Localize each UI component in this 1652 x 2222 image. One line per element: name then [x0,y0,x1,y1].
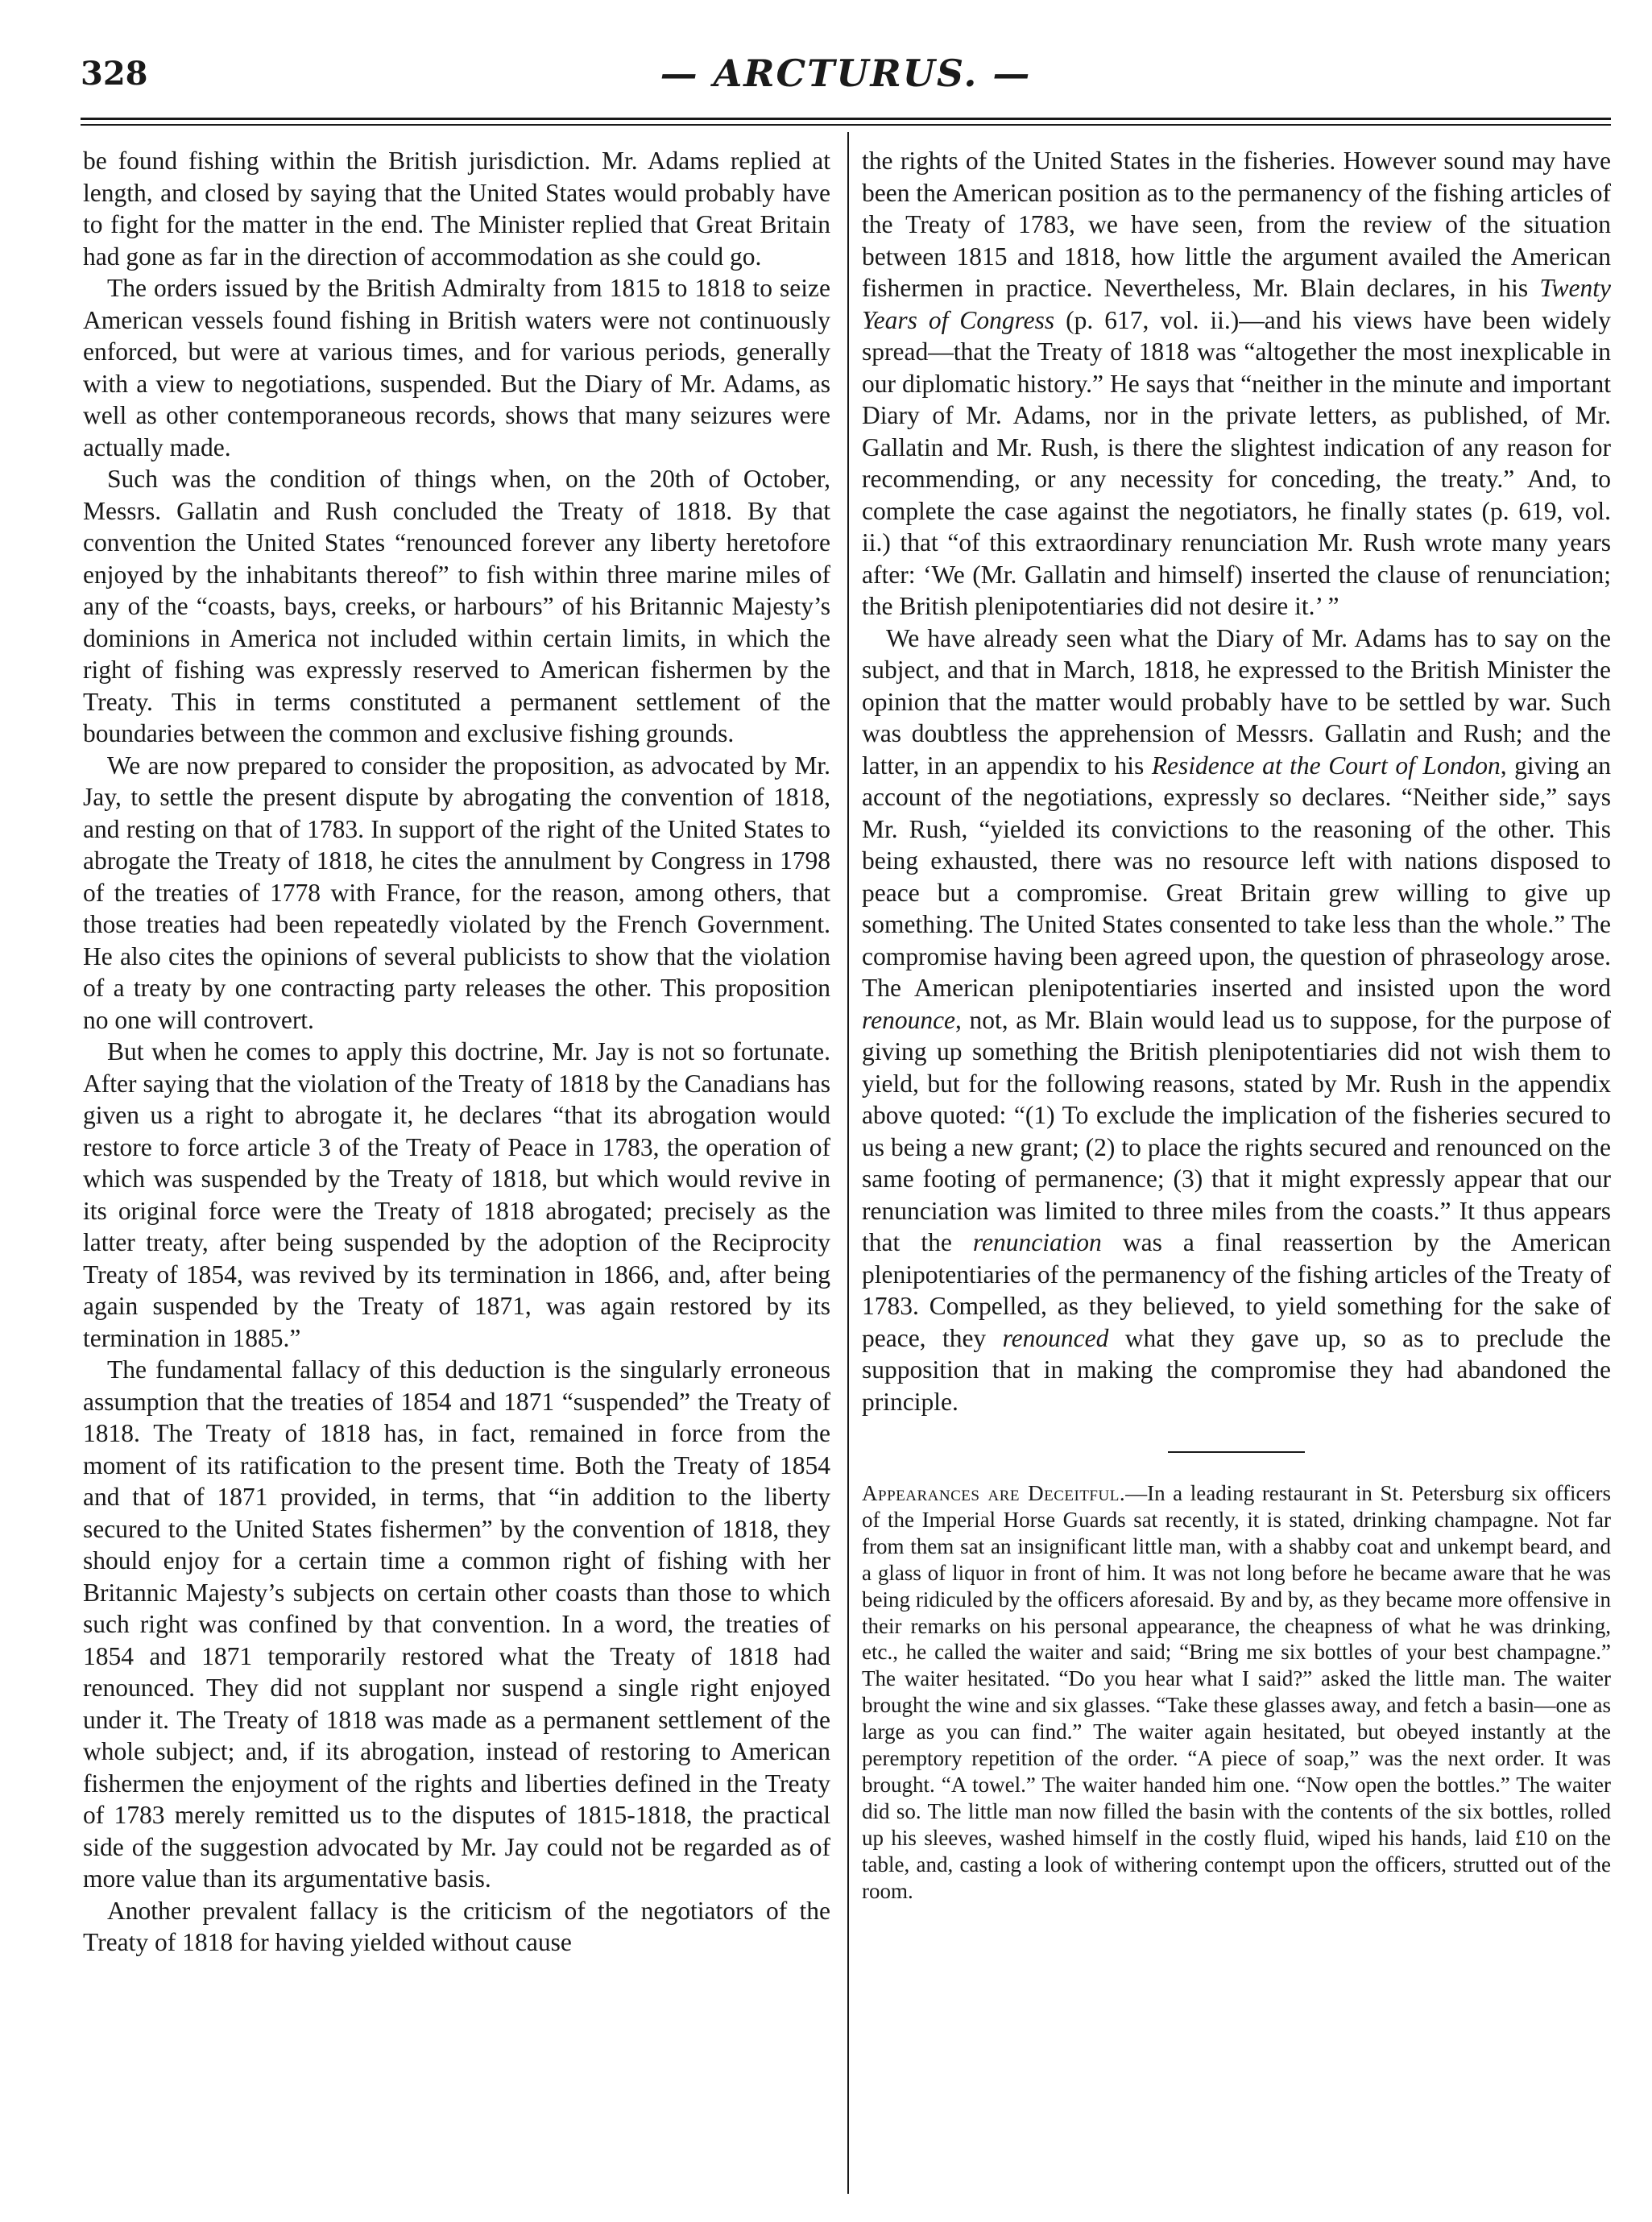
left-column [83,145,830,1959]
book-title: Twenty Years of Congress [862,274,1611,334]
book-title: Residence at the Court of London [1151,751,1501,780]
paragraph [862,623,1611,1418]
paragraph: The orders issued by the British Admiralty from 1815 to 1818 to seize American vessels found fishing in British waters were not continuously enforced, but were at various times, and for various periods, generally with a view to negotiations, suspended. But the Diary of Mr. Adams, as well as other contemporaneous records, shows that many seizures were actually made. [83,274,830,461]
paragraph: The fundamental fallacy of this deduction is the singularly erroneous assumption that the treaties of 1854 and 1871 “suspended” the Treaty of 1818. The Treaty of 1818 has, in fact, remained in force from the moment of its ratification to the present time. Both the Treaty of 1854 and that of 1871 provided, in terms, that “in addition to the liberty secured to the United States fishermen” by the convention of 1818, they should enjoy for a certain time a common right of fishing with her Britannic Majesty’s subjects on certain other coasts than those to which such right was confined by that convention. In a word, the treaties of 1854 and 1871 temporarily restored what the Treaty of 1818 had renounced. They did not supplant nor suspend a single right enjoyed under it. The Treaty of 1818 was made as a permanent settlement of the whole subject; and, if its abrogation, instead of restoring to American fishermen the enjoyment of the rights and liberties defined in the Treaty of 1783 merely remitted us to the disputes of 1815-1818, the practical side of the suggestion advocated by Mr. Jay could not be regarded as of more value than its argumentative basis. [83,1355,830,1893]
paragraph: be found fishing within the British jurisdiction. Mr. Adams replied at length, and closed by saying that the United States would probably have to fight for the matter in the end. The Minister replied that Great Britain had gone as far in the direction of accommodation as she could go. [83,147,830,271]
anecdote-body: —In a leading restaurant in St. Petersburg six officers of the Imperial Horse Guards sat recently, it is stated, drinking champagne. Not far from them sat an insignificant little man, with a shabby coat and unkempt beard, and a glass of liquor in front of him. It was not long before he became aware that he was being ridiculed by the officers aforesaid. By and by, as they became more offensive in their remarks on his personal appearance, the cheapness of what he was drinking, etc., he called the waiter and said; “Bring me six bottles of your best champagne.” The waiter hesitated. “Do you hear what I said?” asked the little man. The waiter brought the wine and six glasses. “Take these glasses away, and fetch a basin—one as large as you can find.” The waiter again hesitated, but obeyed instantly at the peremptory repetition of the order. “A piece of soap,” was the next order. It was brought. “A towel.” The waiter handed him one. “Now open the bottles.” The waiter did so. The little man now filled the basin with the contents of the six bottles, rolled up his sleeves, washed himself in the costly fluid, wiped his hands, laid £10 on the table, and, casting a look of withering contempt upon the officers, strutted out of the room. [862,1481,1611,1903]
text-run: (p. 617, vol. ii.)—and his views have been widely spread—that the Treaty of 1818 was “altogether the most inexplicable in our diplomatic history.” He says that “neither in the minute and important Diary of Mr. Adams, nor in the private letters, as published, of Mr. Gallatin and Mr. Rush, is there the slightest indication of any reason for recommending, or any necessity for conceding, the treaty.” And, to complete the case against the negotiators, he finally states (p. 619, vol. ii.) that “of this extraordinary renunciation Mr. Rush wrote many years after: ‘We (Mr. Gallatin and himself) inserted the clause of renunciation; the British plenipotentiaries did not desire it.’ ” [862,305,1612,620]
anecdote [862,1480,1611,1905]
paragraph: But when he comes to apply this doctrine, Mr. Jay is not so fortunate. After saying that the violation of the Treaty of 1818 by the Canadians has given us a right to abrogate it, he declares “that its abrogation would restore to force article 3 of the Treaty of Peace in 1783, the operation of which was suspended by the Treaty of 1818, but which would revive in its original force were the Treaty of 1818 abrogated; precisely as the latter treaty, after being suspended by the adoption of the Reciprocity Treaty of 1854, was revived by its termination in 1866, and, after being again suspended by the Treaty of 1871, was again restored by its termination in 1885.” [83,1037,830,1352]
paragraph: We are now prepared to consider the proposition, as advocated by Mr. Jay, to settle the present dispute by abrogating the convention of 1818, and resting on that of 1783. In support of the right of the United States to abrogate the Treaty of 1818, he cites the annulment by Congress in 1798 of the treaties of 1778 with France, for the reason, among others, that those treaties had been repeatedly violated by the French Government. He also cites the opinions of several publicists to show that the violation of a treaty by one contracting party releases the other. This proposition no one will controvert. [83,751,830,1034]
text-run: , not, as Mr. Blain would lead us to suppose, for the purpose of giving up something the British plenipotentiaries did not wish them to yield, but for the following reasons, stated by Mr. Rush in the appendix above quoted: “(1) To exclude the implication of the fisheries secured to us being a new grant; (2) to place the rights secured and renounced on the same footing of permanence; (3) that it might expressly appear that our renunciation was limited to three miles from the coasts.” It thus appears that the [862,1005,1611,1256]
text-run: was a final reassertion by the American plenipotentiaries of the permanency of the fishing articles of the Treaty of 1783. Compelled, as they believed, to yield something for the sake of peace, they [862,1228,1611,1352]
emphasis: renounced [1002,1323,1109,1352]
page-number: 328 [81,55,148,93]
emphasis: renunciation [972,1228,1102,1256]
header-rule-thin [81,124,1611,126]
text-run: what they gave up, so as to preclude the supposition that in making the compromise they had abandoned the principle. [862,1323,1611,1416]
text-run: , giving an account of the negotiations, expressly so declares. “Neither side,” says Mr. Rush, “yielded its convictions to the reasoning of the other. This being exhausted, there was no resource left with nations disposed to peace but a compromise. Great Britain grew willing to give up something. The United States consented to take less than the whole.” The compromise having been agreed upon, the question of phraseology arose. The American plenipotentiaries inserted and insisted upon the word [862,751,1612,1002]
emphasis: renounce [862,1005,956,1034]
paragraph: Another prevalent fallacy is the criticism of the negotiators of the Treaty of 1818 for having yielded without cause [83,1896,830,1956]
section-separator [1168,1451,1305,1453]
page-header [81,52,1611,119]
anecdote-paragraph [862,1480,1611,1905]
running-title: — ARCTURUS. — [660,52,1032,95]
paragraph: Such was the condition of things when, on the 20th of October, Messrs. Gallatin and Rush concluded the Treaty of 1818. By that convention the United States “renounced forever any liberty heretofore enjoyed by the inhabitants thereof” to fish within three marine miles of any of the “coasts, bays, creeks, or harbours” of his Britannic Majesty’s dominions in America not included within certain limits, in which the right of fishing was expressly reserved to American fishermen by the Treaty. This in terms constituted a permanent settlement of the boundaries between the common and exclusive fishing grounds. [83,465,830,747]
right-column [862,145,1611,1905]
column-divider [847,132,849,2194]
header-rule-thick [81,118,1611,120]
text-run: We have already seen what the Diary of Mr. Adams has to say on the subject, and that in March, 1818, he expressed to the British Minister the opinion that the matter would probably have to be settled by war. Such was doubtless the apprehension of Messrs. Gallatin and Rush; and the latter, in an appendix to his [862,623,1611,780]
anecdote-title: Appearances are Deceitful. [862,1481,1126,1505]
text-run: the rights of the United States in the fisheries. However sound may have been the American position as to the permanency of the fishing articles of the Treaty of 1783, we have seen, from the review of the situation between 1815 and 1818, how little the argument availed the American fishermen in practice. Nevertheless, Mr. Blain declares, in his [862,147,1611,302]
paragraph [862,145,1611,623]
